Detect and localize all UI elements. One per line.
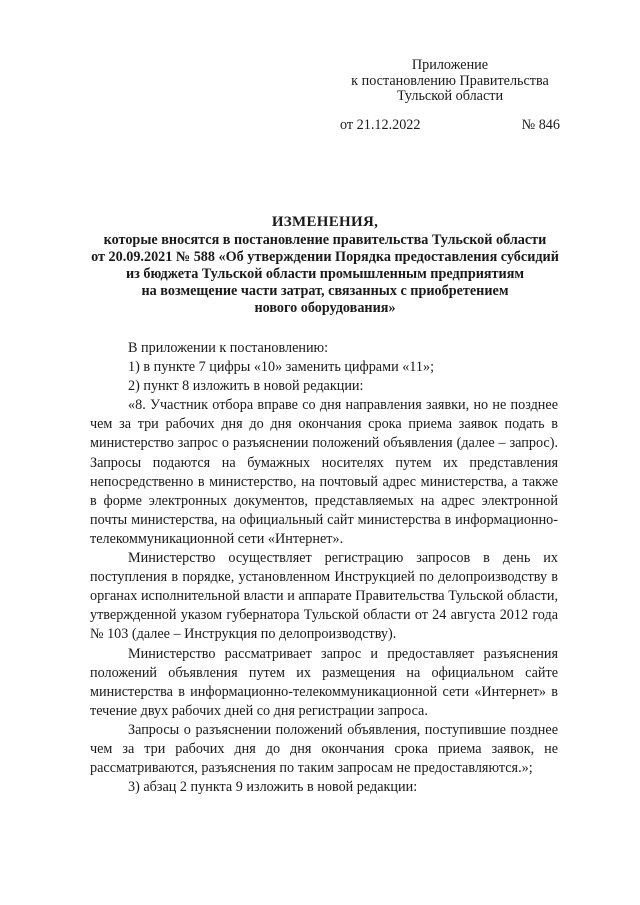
appendix-line-1: Приложение [411, 57, 489, 73]
appendix-line-2: к постановлению Правительства [351, 72, 549, 89]
title-line: от 20.09.2021 № 588 «Об утверждении Порядка предоставления субсидий [91, 249, 559, 265]
body-paragraph: Запросы о разъяснении положений объявления, поступившие позднее чем за три рабочих дня до дня окончания срока приема заявок, не рассматриваются, разъяснения по таким запросам не предоставляются.»; [90, 721, 558, 777]
title-line: которые вносятся в постановление правительства Тульской области [103, 232, 547, 248]
document-body [90, 339, 558, 797]
decree-date: от 21.12.2022 [340, 117, 421, 133]
title-line: нового оборудования» [254, 300, 396, 316]
decree-number: № 846 [521, 117, 560, 133]
body-paragraph: Министерство рассматривает запрос и предоставляет разъяснения положений объявления путем их размещения на официальном сайте министерства в информационно-телекоммуникационной сети «Интернет» в течение двух рабочих дней со дня регистрации запроса. [90, 645, 558, 719]
title-line: из бюджета Тульской области промышленным предприятиям [125, 266, 525, 282]
title-heading: ИЗМЕНЕНИЯ, [271, 214, 379, 230]
body-paragraph: «8. Участник отбора вправе со дня направления заявки, но не позднее чем за три рабочих дня до дня окончания срока приема заявок подать в министерство запрос о разъяснении положений объявления (далее – запрос). Запросы подаются на бумажных носителях путем их представления непосредственно в министерство, на почтовый адрес министерства, а также в форме электронных документов, представляемых на адрес электронной почты министерства, на официальный сайт министерства в информационно-телекоммуникационной сети «Интернет». [90, 397, 558, 547]
body-paragraph: 1) в пункте 7 цифры «10» заменить цифрами «11»; [128, 359, 435, 376]
body-paragraph: 2) пункт 8 изложить в новой редакции: [128, 378, 364, 395]
appendix-line-3: Тульской области [396, 88, 504, 104]
body-paragraph: Министерство осуществляет регистрацию запросов в день их поступления в порядке, установленном Инструкцией по делопроизводству в органах исполнительной власти и аппарате Правительства Тульской области, утвержденной указом губернатора Тульской области от 24 августа 2012 года № 103 (далее – Инструкция по делопроизводству). [90, 550, 558, 643]
document-title [80, 214, 570, 317]
title-line: на возмещение части затрат, связанных с приобретением [141, 283, 509, 299]
appendix-header [340, 58, 560, 105]
body-paragraph: В приложении к постановлению: [128, 340, 329, 356]
body-paragraph: 3) абзац 2 пункта 9 изложить в новой редакции: [128, 779, 418, 796]
